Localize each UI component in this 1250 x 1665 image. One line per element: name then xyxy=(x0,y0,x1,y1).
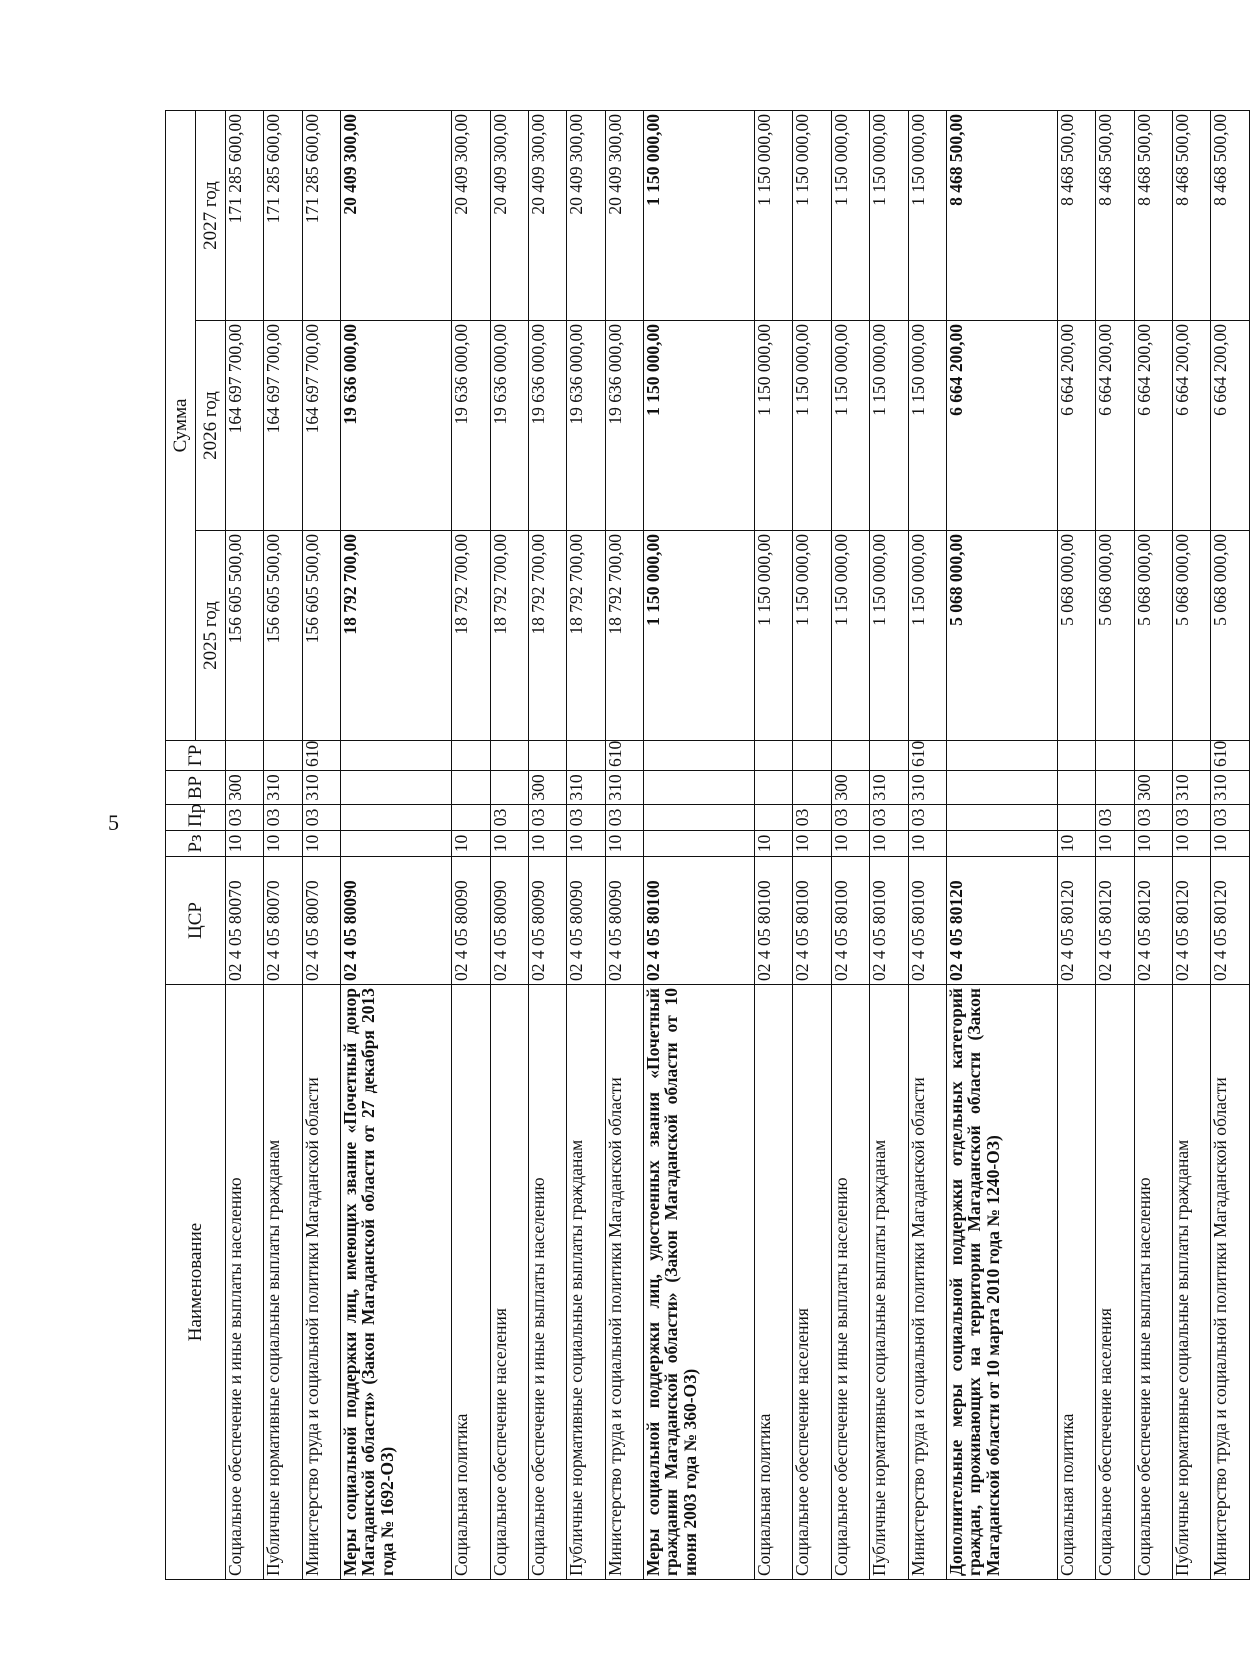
table-cell-pr: 03 xyxy=(567,805,605,831)
table-cell-vr xyxy=(644,771,755,805)
table-cell-name: Социальная политика xyxy=(452,985,490,1580)
table-cell-rz: 10 xyxy=(1058,831,1096,857)
table-cell-2026: 19 636 000,00 xyxy=(341,321,452,531)
table-cell-2027: 171 285 600,00 xyxy=(302,110,340,320)
header-pr: Пр xyxy=(166,805,226,831)
table-cell-pr xyxy=(1058,805,1096,831)
table-cell-2026: 1 150 000,00 xyxy=(831,321,869,531)
table-row xyxy=(528,110,566,1579)
table-cell-2025: 5 068 000,00 xyxy=(1173,531,1211,741)
table-cell-2027: 20 409 300,00 xyxy=(528,110,566,320)
table-cell-gr xyxy=(226,741,264,771)
rotated-table-container xyxy=(165,110,1250,1580)
table-cell-rz: 10 xyxy=(528,831,566,857)
table-cell-2025: 5 068 000,00 xyxy=(1211,531,1250,741)
table-cell-2025: 5 068 000,00 xyxy=(946,531,1057,741)
table-cell-2026: 19 636 000,00 xyxy=(567,321,605,531)
table-cell-pr: 03 xyxy=(264,805,302,831)
table-cell-gr xyxy=(264,741,302,771)
table-cell-2026: 6 664 200,00 xyxy=(946,321,1057,531)
table-cell-name: Публичные нормативные социальные выплаты гражданам xyxy=(567,985,605,1580)
table-cell-pr xyxy=(946,805,1057,831)
table-cell-rz xyxy=(946,831,1057,857)
header-gr: ГР xyxy=(166,741,226,771)
header-vr: ВР xyxy=(166,771,226,805)
table-cell-pr: 03 xyxy=(302,805,340,831)
table-cell-name: Министерство труда и социальной политики Магаданской области xyxy=(605,985,643,1580)
table-cell-name: Социальное обеспечение населения xyxy=(1096,985,1134,1580)
table-cell-csr: 02 4 05 80090 xyxy=(452,857,490,985)
table-cell-2025: 18 792 700,00 xyxy=(605,531,643,741)
table-cell-rz: 10 xyxy=(831,831,869,857)
table-cell-vr xyxy=(452,771,490,805)
table-cell-vr xyxy=(946,771,1057,805)
header-2026: 2026 год xyxy=(196,321,226,531)
table-row xyxy=(831,110,869,1579)
table-cell-vr: 310 xyxy=(567,771,605,805)
table-cell-pr xyxy=(452,805,490,831)
table-cell-rz: 10 xyxy=(605,831,643,857)
table-cell-gr: 610 xyxy=(605,741,643,771)
table-cell-2025: 1 150 000,00 xyxy=(831,531,869,741)
table-body xyxy=(226,110,1250,1579)
table-cell-vr: 300 xyxy=(831,771,869,805)
table-cell-rz xyxy=(644,831,755,857)
table-cell-gr: 610 xyxy=(302,741,340,771)
table-cell-2027: 20 409 300,00 xyxy=(567,110,605,320)
table-cell-name: Социальное обеспечение и иные выплаты населению xyxy=(528,985,566,1580)
header-2027: 2027 год xyxy=(196,110,226,320)
table-cell-2027: 1 150 000,00 xyxy=(793,110,831,320)
table-cell-name: Социальная политика xyxy=(1058,985,1096,1580)
table-cell-2026: 1 150 000,00 xyxy=(908,321,946,531)
table-cell-2025: 1 150 000,00 xyxy=(755,531,793,741)
table-cell-gr xyxy=(528,741,566,771)
table-cell-2025: 156 605 500,00 xyxy=(302,531,340,741)
table-cell-name: Публичные нормативные социальные выплаты гражданам xyxy=(1173,985,1211,1580)
header-rz: Рз xyxy=(166,831,226,857)
table-cell-pr xyxy=(341,805,452,831)
table-cell-pr: 03 xyxy=(908,805,946,831)
table-cell-2025: 5 068 000,00 xyxy=(1134,531,1172,741)
table-cell-csr: 02 4 05 80120 xyxy=(1134,857,1172,985)
table-row xyxy=(644,110,755,1579)
table-cell-2026: 6 664 200,00 xyxy=(1058,321,1096,531)
table-row xyxy=(302,110,340,1579)
table-row xyxy=(264,110,302,1579)
table-cell-vr xyxy=(490,771,528,805)
table-cell-name: Министерство труда и социальной политики Магаданской области xyxy=(908,985,946,1580)
table-cell-name: Дополнительные меры социальной поддержки отдельных категорий граждан, проживающих на территории Магаданской области (Закон Магаданской области от 10 марта 2010 года № 1240-ОЗ) xyxy=(946,985,1057,1580)
table-cell-vr: 310 xyxy=(1211,771,1250,805)
table-cell-csr: 02 4 05 80090 xyxy=(605,857,643,985)
table-cell-pr: 03 xyxy=(1134,805,1172,831)
table-cell-2025: 1 150 000,00 xyxy=(644,531,755,741)
table-cell-2025: 18 792 700,00 xyxy=(490,531,528,741)
table-cell-2027: 1 150 000,00 xyxy=(755,110,793,320)
table-cell-pr: 03 xyxy=(528,805,566,831)
table-row xyxy=(1096,110,1134,1579)
table-cell-2026: 1 150 000,00 xyxy=(755,321,793,531)
table-cell-2025: 18 792 700,00 xyxy=(341,531,452,741)
table-cell-2027: 171 285 600,00 xyxy=(226,110,264,320)
table-cell-gr xyxy=(946,741,1057,771)
table-cell-2027: 8 468 500,00 xyxy=(1096,110,1134,320)
table-cell-2025: 1 150 000,00 xyxy=(908,531,946,741)
table-cell-csr: 02 4 05 80090 xyxy=(567,857,605,985)
table-cell-name: Меры социальной поддержки лиц, имеющих звание «Почетный донор Магаданской области» (Закон Магаданской области от 27 декабря 2013 года № 1692-ОЗ) xyxy=(341,985,452,1580)
table-cell-vr: 310 xyxy=(870,771,908,805)
table-cell-name: Публичные нормативные социальные выплаты гражданам xyxy=(264,985,302,1580)
table-cell-vr xyxy=(1058,771,1096,805)
table-cell-2027: 1 150 000,00 xyxy=(908,110,946,320)
table-cell-2026: 6 664 200,00 xyxy=(1173,321,1211,531)
table-cell-vr: 310 xyxy=(302,771,340,805)
table-cell-gr xyxy=(490,741,528,771)
table-cell-vr: 310 xyxy=(605,771,643,805)
table-cell-2027: 8 468 500,00 xyxy=(1173,110,1211,320)
table-cell-vr xyxy=(1096,771,1134,805)
table-cell-name: Публичные нормативные социальные выплаты гражданам xyxy=(870,985,908,1580)
table-cell-gr xyxy=(1173,741,1211,771)
table-cell-gr xyxy=(452,741,490,771)
header-2025: 2025 год xyxy=(196,531,226,741)
table-cell-rz: 10 xyxy=(302,831,340,857)
table-cell-2025: 18 792 700,00 xyxy=(452,531,490,741)
table-cell-pr: 03 xyxy=(793,805,831,831)
table-cell-csr: 02 4 05 80100 xyxy=(755,857,793,985)
table-cell-gr: 610 xyxy=(1211,741,1250,771)
table-cell-rz: 10 xyxy=(490,831,528,857)
table-row xyxy=(1058,110,1096,1579)
table-cell-rz: 10 xyxy=(452,831,490,857)
table-row xyxy=(567,110,605,1579)
table-cell-2026: 19 636 000,00 xyxy=(528,321,566,531)
table-row xyxy=(1134,110,1172,1579)
table-cell-rz: 10 xyxy=(870,831,908,857)
table-cell-2026: 1 150 000,00 xyxy=(644,321,755,531)
table-row xyxy=(1173,110,1211,1579)
table-cell-2026: 164 697 700,00 xyxy=(226,321,264,531)
table-cell-rz: 10 xyxy=(226,831,264,857)
table-cell-pr: 03 xyxy=(490,805,528,831)
table-cell-vr: 300 xyxy=(1134,771,1172,805)
table-cell-csr: 02 4 05 80070 xyxy=(264,857,302,985)
table-cell-2026: 1 150 000,00 xyxy=(870,321,908,531)
table-cell-name: Социальное обеспечение и иные выплаты населению xyxy=(226,985,264,1580)
table-cell-rz: 10 xyxy=(1211,831,1250,857)
table-cell-rz: 10 xyxy=(793,831,831,857)
table-cell-2025: 1 150 000,00 xyxy=(870,531,908,741)
table-cell-csr: 02 4 05 80100 xyxy=(870,857,908,985)
table-cell-name: Министерство труда и социальной политики Магаданской области xyxy=(302,985,340,1580)
table-cell-2025: 18 792 700,00 xyxy=(528,531,566,741)
table-row xyxy=(755,110,793,1579)
table-cell-name: Социальное обеспечение и иные выплаты населению xyxy=(1134,985,1172,1580)
table-cell-pr: 03 xyxy=(1096,805,1134,831)
table-cell-pr xyxy=(755,805,793,831)
table-cell-2027: 20 409 300,00 xyxy=(605,110,643,320)
table-cell-csr: 02 4 05 80090 xyxy=(341,857,452,985)
table-cell-csr: 02 4 05 80100 xyxy=(793,857,831,985)
table-cell-name: Меры социальной поддержки лиц, удостоенных звания «Почетный гражданин Магаданской области» (Закон Магаданской области от 10 июня 2003 года № 360-ОЗ) xyxy=(644,985,755,1580)
table-cell-2026: 164 697 700,00 xyxy=(264,321,302,531)
table-cell-2027: 8 468 500,00 xyxy=(946,110,1057,320)
table-cell-gr xyxy=(1096,741,1134,771)
table-cell-csr: 02 4 05 80090 xyxy=(528,857,566,985)
table-cell-pr: 03 xyxy=(831,805,869,831)
table-cell-csr: 02 4 05 80100 xyxy=(831,857,869,985)
table-cell-pr: 03 xyxy=(605,805,643,831)
table-cell-csr: 02 4 05 80120 xyxy=(1173,857,1211,985)
table-cell-rz: 10 xyxy=(264,831,302,857)
table-cell-vr xyxy=(755,771,793,805)
table-cell-pr xyxy=(644,805,755,831)
header-name: Наименование xyxy=(166,985,226,1580)
table-cell-gr xyxy=(1058,741,1096,771)
table-cell-csr: 02 4 05 80070 xyxy=(302,857,340,985)
table-cell-name: Социальное обеспечение населения xyxy=(793,985,831,1580)
table-row xyxy=(1211,110,1250,1579)
table-cell-2025: 1 150 000,00 xyxy=(793,531,831,741)
table-cell-csr: 02 4 05 80070 xyxy=(226,857,264,985)
table-cell-2025: 156 605 500,00 xyxy=(226,531,264,741)
table-cell-vr: 310 xyxy=(264,771,302,805)
table-cell-csr: 02 4 05 80120 xyxy=(1058,857,1096,985)
table-cell-2027: 8 468 500,00 xyxy=(1211,110,1250,320)
table-cell-2025: 18 792 700,00 xyxy=(567,531,605,741)
table-cell-rz: 10 xyxy=(755,831,793,857)
table-cell-2027: 20 409 300,00 xyxy=(341,110,452,320)
table-cell-2026: 164 697 700,00 xyxy=(302,321,340,531)
table-cell-2027: 8 468 500,00 xyxy=(1134,110,1172,320)
table-row xyxy=(452,110,490,1579)
table-cell-name: Социальное обеспечение и иные выплаты населению xyxy=(831,985,869,1580)
table-cell-csr: 02 4 05 80090 xyxy=(490,857,528,985)
table-row xyxy=(870,110,908,1579)
table-cell-name: Министерство труда и социальной политики Магаданской области xyxy=(1211,985,1250,1580)
table-cell-2027: 20 409 300,00 xyxy=(452,110,490,320)
table-cell-vr xyxy=(793,771,831,805)
table-cell-2027: 1 150 000,00 xyxy=(831,110,869,320)
table-cell-2027: 20 409 300,00 xyxy=(490,110,528,320)
header-sum: Сумма xyxy=(166,110,196,740)
table-cell-csr: 02 4 05 80120 xyxy=(1211,857,1250,985)
page-number: 5 xyxy=(108,810,119,835)
table-cell-rz: 10 xyxy=(567,831,605,857)
table-cell-2026: 6 664 200,00 xyxy=(1096,321,1134,531)
table-cell-name: Социальное обеспечение населения xyxy=(490,985,528,1580)
table-cell-rz xyxy=(341,831,452,857)
table-cell-2026: 19 636 000,00 xyxy=(452,321,490,531)
table-cell-2026: 19 636 000,00 xyxy=(490,321,528,531)
table-cell-rz: 10 xyxy=(1096,831,1134,857)
table-cell-gr xyxy=(1134,741,1172,771)
table-cell-rz: 10 xyxy=(1134,831,1172,857)
table-cell-2026: 1 150 000,00 xyxy=(793,321,831,531)
table-cell-vr: 310 xyxy=(1173,771,1211,805)
table-cell-csr: 02 4 05 80100 xyxy=(644,857,755,985)
table-cell-gr xyxy=(567,741,605,771)
table-cell-pr: 03 xyxy=(1211,805,1250,831)
table-cell-2026: 19 636 000,00 xyxy=(605,321,643,531)
header-csr: ЦСР xyxy=(166,857,226,985)
budget-table xyxy=(165,110,1250,1580)
table-cell-gr xyxy=(755,741,793,771)
table-cell-vr: 310 xyxy=(908,771,946,805)
table-cell-gr xyxy=(831,741,869,771)
table-cell-2025: 5 068 000,00 xyxy=(1058,531,1096,741)
table-cell-pr: 03 xyxy=(1173,805,1211,831)
table-cell-gr: 610 xyxy=(908,741,946,771)
table-cell-2025: 5 068 000,00 xyxy=(1096,531,1134,741)
table-row xyxy=(226,110,264,1579)
table-cell-gr xyxy=(341,741,452,771)
table-cell-gr xyxy=(644,741,755,771)
table-cell-vr: 300 xyxy=(226,771,264,805)
table-row xyxy=(490,110,528,1579)
table-row xyxy=(793,110,831,1579)
table-cell-2027: 8 468 500,00 xyxy=(1058,110,1096,320)
table-cell-gr xyxy=(793,741,831,771)
table-cell-name: Социальная политика xyxy=(755,985,793,1580)
table-cell-2027: 1 150 000,00 xyxy=(644,110,755,320)
table-cell-pr: 03 xyxy=(226,805,264,831)
table-cell-vr xyxy=(341,771,452,805)
table-cell-vr: 300 xyxy=(528,771,566,805)
table-cell-rz: 10 xyxy=(1173,831,1211,857)
table-cell-csr: 02 4 05 80100 xyxy=(908,857,946,985)
table-cell-rz: 10 xyxy=(908,831,946,857)
table-row xyxy=(946,110,1057,1579)
table-cell-csr: 02 4 05 80120 xyxy=(946,857,1057,985)
table-cell-2027: 1 150 000,00 xyxy=(870,110,908,320)
table-cell-pr: 03 xyxy=(870,805,908,831)
table-cell-2026: 6 664 200,00 xyxy=(1211,321,1250,531)
table-cell-2027: 171 285 600,00 xyxy=(264,110,302,320)
table-row xyxy=(908,110,946,1579)
table-row xyxy=(605,110,643,1579)
table-cell-csr: 02 4 05 80120 xyxy=(1096,857,1134,985)
table-cell-2026: 6 664 200,00 xyxy=(1134,321,1172,531)
table-cell-gr xyxy=(870,741,908,771)
table-cell-2025: 156 605 500,00 xyxy=(264,531,302,741)
table-row xyxy=(341,110,452,1579)
